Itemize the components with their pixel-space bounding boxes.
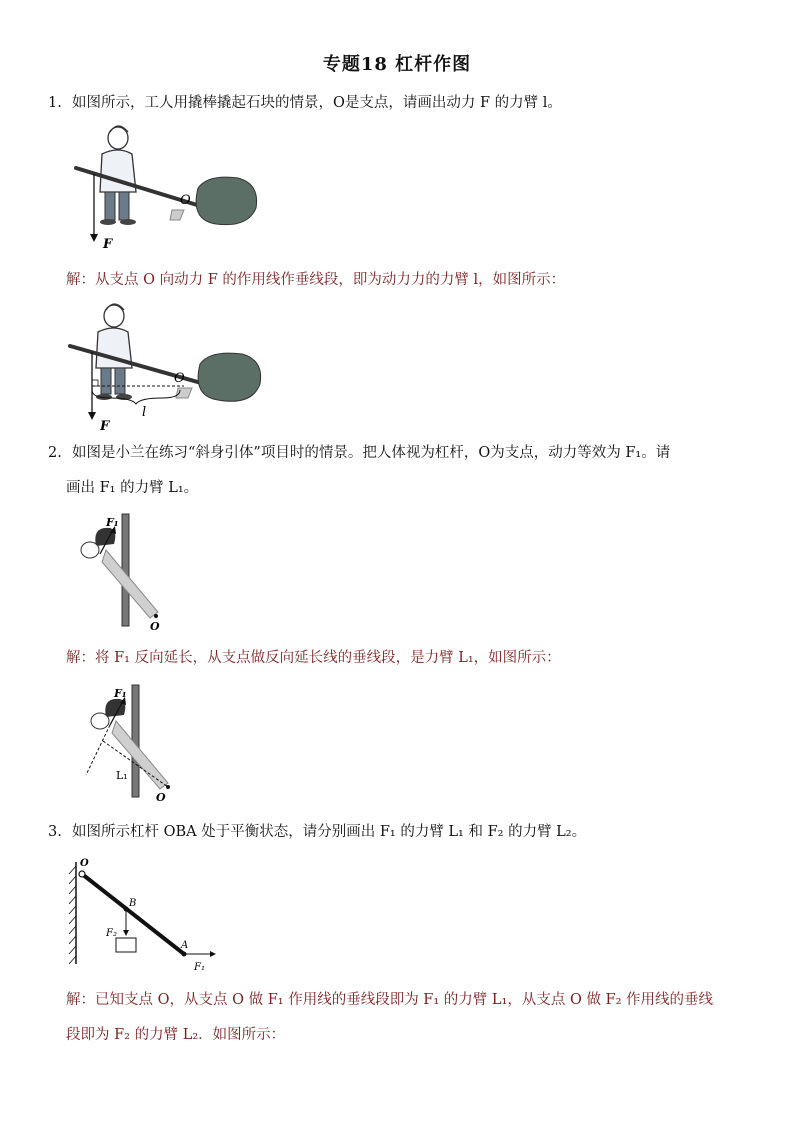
question-3-number: 3. <box>48 824 62 840</box>
head <box>81 542 99 558</box>
force-arrowhead <box>90 234 98 242</box>
fulcrum-label: O <box>174 371 185 386</box>
question-2-text-line1: 如图是小兰在练习“斜身引体”项目时的情景。把人体视为杠杆，O为支点，动力等效为 F₁。请 <box>72 445 671 461</box>
fulcrum-label: O <box>180 193 191 208</box>
answer-1: 解：从支点 O 向动力 F 的作用线作垂线段，即为动力力的力臂 l，如图所示： <box>66 272 566 288</box>
q1-figure <box>70 122 270 252</box>
question-1-number: 1. <box>48 95 62 111</box>
F2-arrowhead <box>123 930 129 936</box>
q3-figure <box>66 852 226 978</box>
rock <box>198 353 260 401</box>
moment-arm-label: l <box>142 405 147 420</box>
right-angle-mark <box>92 380 98 386</box>
fulcrum-stone <box>176 388 192 398</box>
body-shape <box>102 550 158 618</box>
force-extension-line <box>86 725 110 775</box>
moment-arm-label: L₁ <box>116 769 128 782</box>
answer-3-line2: 段即为 F₂ 的力臂 L₂．如图所示： <box>66 1027 286 1043</box>
pivot-point <box>154 614 158 618</box>
force-label: F <box>100 419 110 434</box>
label-F1: F₁ <box>194 962 205 973</box>
head <box>91 713 109 729</box>
q1-answer-figure <box>66 298 296 434</box>
force-label: F₁ <box>114 687 127 700</box>
label-O: O <box>80 858 89 869</box>
hanging-block <box>116 938 136 952</box>
answer-2: 解：将 F₁ 反向延长，从支点做反向延长线的垂线段，是力臂 L₁，如图所示： <box>66 650 561 666</box>
pivot-label: O <box>156 791 166 804</box>
pivot-O <box>79 871 85 877</box>
pivot-label: O <box>150 620 160 633</box>
fulcrum-stone <box>170 210 184 220</box>
F1-arrowhead <box>210 951 216 957</box>
wall-hatching <box>69 866 76 964</box>
question-2-text-line2: 画出 F₁ 的力臂 L₁。 <box>66 480 199 496</box>
answer-3-line1: 解：已知支点 O，从支点 O 做 F₁ 作用线的垂线段即为 F₁ 的力臂 L₁，从支点 O 做 F₂ 作用线的垂线 <box>66 992 714 1008</box>
label-B: B <box>129 898 137 909</box>
question-3-text: 如图所示杠杆 OBA 处于平衡状态，请分别画出 F₁ 的力臂 L₁ 和 F₂ 的力臂 L₂。 <box>72 824 587 840</box>
q2-figure <box>66 510 186 634</box>
rock <box>196 177 256 225</box>
force-arrowhead <box>88 412 96 420</box>
force-label: F₁ <box>106 516 119 529</box>
force-label: F <box>103 237 113 252</box>
label-A: A <box>181 940 189 951</box>
label-F2: F₂ <box>106 928 117 939</box>
pivot-point <box>166 785 170 789</box>
question-2-number: 2. <box>48 445 62 461</box>
q2-answer-figure <box>76 683 196 805</box>
page-title: 专题18 杠杆作图 <box>322 54 472 75</box>
question-1-text: 如图所示，工人用撬棒撬起石块的情景，O是支点，请画出动力 F 的力臂 l。 <box>72 95 562 111</box>
